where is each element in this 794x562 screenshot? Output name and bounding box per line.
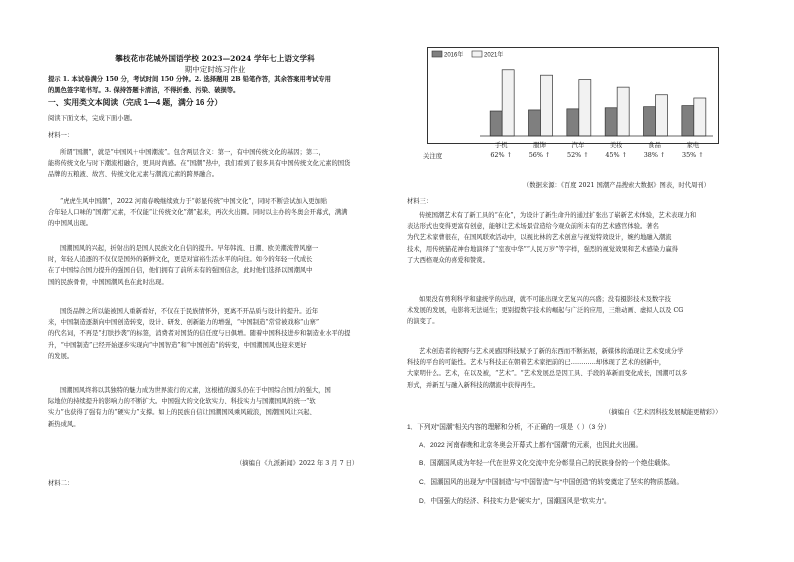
text-line: 实力”也获得了强有力的“硬实力”支撑。如上的民族自信让国潮国风乘风破浪，国潮国风让兴起、 bbox=[48, 409, 316, 417]
bar-2016-3 bbox=[605, 108, 617, 136]
question1-stem: 1．下列对“国潮”相关内容的理解和分析，不正确的一项是（ ）（3 分） bbox=[407, 424, 611, 431]
material1-label: 材料一： bbox=[48, 132, 74, 139]
text-line: 来，中国制造逐渐向中国创造转变，设计、研发、创新能力的增强，“中国制造”常常被戏称“山寨” bbox=[48, 319, 320, 327]
attention-value-2: 52% ↑ bbox=[567, 151, 589, 159]
text-line: 为代艺术家曹很在，在国风联欢活动中，以视比林的艺术创意与视觉特效设计，婉约地融入潮流 bbox=[407, 234, 672, 242]
material3-para2 bbox=[407, 294, 753, 328]
text-line: 所谓“国潮”，就是“中国风＋中国潮流”。包含两层含义：第一，有中国传统文化的基因；第二， bbox=[60, 149, 325, 156]
attention-value-3: 45% ↑ bbox=[605, 151, 627, 159]
bar-2016-4 bbox=[644, 107, 656, 136]
text-line: 表达形式也变得更富有创意，能够让艺术场景营造给今观众前所未有的艺术感官体验。著名 bbox=[407, 223, 659, 231]
reading-instruction: 阅读下面文本，完成下面小题。 bbox=[48, 115, 137, 122]
material2-label: 材料二： bbox=[48, 480, 74, 487]
material3-para3 bbox=[407, 346, 753, 391]
text-line: 传统国潮艺术有了新工具的“在化”，为设计了新生命升的通过扩张出了崭新艺术体验，艺术表现力和 bbox=[419, 212, 697, 219]
text-line: 术发展的发展，电影将无法诞生；更别提数字技术的崛起与广泛的应用，三维动画、虚拟人以及 CG bbox=[407, 307, 684, 315]
material1-para2 bbox=[48, 196, 394, 230]
chart-caption: （数据来源：《百度 2021 国潮产品搜索大数据》图表，时代周刊） bbox=[523, 182, 710, 189]
material1-para4 bbox=[48, 306, 394, 362]
attention-value-5: 35% ↑ bbox=[682, 151, 704, 159]
material1-para1 bbox=[48, 147, 394, 181]
text-line: 大家明什么。艺术，在以及被，“艺术”。“艺术发展总是因工具、手段的革新而变化成长，国潮可以多 bbox=[407, 370, 688, 378]
category-label-4: 食品 bbox=[648, 141, 661, 149]
section-heading: 一、实用类文本阅读（完成 1—4 题，满分 16 分） bbox=[48, 98, 223, 107]
bar-2021-5 bbox=[694, 98, 706, 136]
text-line: 科技的平台的可能性。艺术与科技正在朝着艺术家把前的已…………却体现了艺术的创新中， bbox=[407, 359, 666, 367]
text-line: 国潮国风终将以其独特的魅力成为世界流行的元素，这根植的源头仍在于中国综合国力的强大，国 bbox=[60, 387, 331, 394]
tips-line-1: 提示 1. 本试卷满分 150 分，考试时间 150 分钟。2. 选择题用 2B 铅笔作答，其余答案用考试专用 bbox=[48, 76, 331, 83]
text-line: 新热成风。 bbox=[48, 420, 80, 428]
material1-para3 bbox=[48, 243, 394, 288]
text-line: 能将传统文化与时下潮流相融合，更具时尚感。在“国潮”热中，我们看到了很多具有中国传统文化元素的国货 bbox=[48, 160, 351, 168]
bar-chart bbox=[428, 48, 718, 143]
legend-swatch-0 bbox=[432, 51, 442, 57]
text-line: 艺术创造者的视野与艺术灵感因科技赋予了新的东西而不断拓展，新媒体的涌现让艺术变成分学 bbox=[419, 348, 684, 355]
text-line: 品牌的五粮液、故宫、传统文化元素与潮流元素的跨界融合。 bbox=[48, 171, 219, 179]
text-line: 际地位的持续提升的影响力的不断扩大。中国强大的文化软实力、科技实力与国潮国风的统一“软 bbox=[48, 398, 316, 406]
attention-row-label: 关注度 bbox=[423, 152, 443, 160]
material3-label: 材料三： bbox=[407, 198, 433, 205]
text-line: 的演变了。 bbox=[407, 318, 439, 326]
text-line: 国的民族骨骨，中国国潮风也在此时出现。 bbox=[48, 278, 168, 286]
material3-para1 bbox=[407, 210, 753, 266]
bar-2016-0 bbox=[490, 111, 502, 136]
question1-option-d[interactable]: D．中国强大的经济、科技实力是“硬实力”，国潮国风是“软实力”。 bbox=[419, 498, 611, 505]
bar-2021-2 bbox=[579, 80, 591, 136]
text-line: 了大西格观众的喜爱和赞赏。 bbox=[407, 256, 489, 264]
material3-source: （摘编自《艺术因科技发展赋能更精彩》） bbox=[605, 409, 722, 416]
bar-2016-1 bbox=[529, 110, 541, 136]
attention-value-1: 56% ↑ bbox=[528, 151, 551, 159]
category-label-3: 美妆 bbox=[609, 141, 623, 149]
category-label-1: 服饰 bbox=[533, 141, 546, 149]
text-line: 国潮国风的兴起，折射出的是国人民族文化自信的提升。早年韩流、日潮、欧美潮流曾风靡一 bbox=[60, 245, 319, 252]
question1-option-b[interactable]: B．国潮国风成为年轻一代在世界文化交流中充分彰显自己的民族身份的一个绝佳载体。 bbox=[419, 460, 674, 467]
bar-2021-0 bbox=[502, 70, 514, 136]
attention-value-0: 62% ↑ bbox=[490, 151, 512, 159]
material1-para5 bbox=[48, 385, 394, 430]
bar-2016-2 bbox=[567, 109, 579, 136]
bar-2021-4 bbox=[656, 95, 668, 136]
text-line: 形式，并新互与融入新科技的潮流中获得再生。 bbox=[407, 381, 540, 389]
chart-frame bbox=[427, 47, 719, 144]
text-line: 国货品牌之所以能被国人重新看好，不仅在于民族情怀外，更离不开品质与设计的提升。近年 bbox=[60, 308, 319, 315]
exam-title: 攀枝花市花城外国语学校 2023—2024 学年七上语文学科 bbox=[115, 54, 315, 63]
text-line: 如果没有剪利科学和建统学的出现，就不可能出现文艺复兴的兴盛；没有摄影技术及数字技 bbox=[419, 296, 671, 303]
text-line: 的代名词，不再是“打肤抄袭”的标签，消费者对国货的信任度与日俱增。随着中国科技进步和制造业水平的提 bbox=[48, 330, 351, 338]
category-label-2: 汽车 bbox=[571, 141, 585, 149]
question1-option-c[interactable]: C．国潮国风的出现为“中国制造”与“中国智造”“与“中国创造”的转变奠定了坚实的物质基础。 bbox=[419, 479, 684, 486]
text-line: 升，“中国制造”已经开始逐步实现向“中国智造”和“中国创造”的转变，中国潮国风也迎来更好 bbox=[48, 341, 307, 349]
bar-2021-1 bbox=[541, 75, 553, 136]
attention-value-4: 38% ↑ bbox=[643, 151, 666, 159]
legend-swatch-1 bbox=[472, 51, 482, 57]
legend-label-0: 2016年 bbox=[444, 52, 464, 59]
material1-source: （摘编自《九派新闻》2022 年 3 月 7 日） bbox=[236, 460, 359, 467]
category-label-5: 家电 bbox=[686, 141, 700, 149]
text-line: “虎虎生风中国潮”，2022 河南春晚继续致力于“彰显传统”中国文化”，同时不断尝试加入更加贴 bbox=[60, 198, 328, 205]
text-line: 技术，用传统猫花神台地演绎了“室夜中华”“人民万岁”等字样，强烈的视觉效果和艺术感染力赢得 bbox=[407, 245, 679, 253]
text-line: 合年轻人口味的“国潮”元素，不仅能“让传统文化”潮”起来，再次火出圈。同时以主办的冬奥会开幕式，满满 bbox=[48, 209, 348, 217]
text-line: 在了中国综合国力提升的强国自信，他们拥有了前所未有的强国信念，此时他们选择以国潮风中 bbox=[48, 267, 313, 275]
bar-2021-3 bbox=[617, 87, 629, 136]
text-line: 时，年轻人追逐的不仅仅是国外的新鲜文化，更是对富裕生活水平的向往。如今的年轻一代成长 bbox=[48, 256, 313, 264]
bar-2016-5 bbox=[682, 106, 694, 136]
question1-option-a[interactable]: A．2022 河南春晚和北京冬奥会开幕式上都有“国潮”的元素，也因此火出圈。 bbox=[419, 442, 643, 449]
category-label-0: 手机 bbox=[494, 141, 508, 149]
exam-subtitle: 期中定时练习作业 bbox=[184, 65, 246, 74]
legend-label-1: 2021年 bbox=[484, 52, 504, 59]
text-line: 的中国风出现。 bbox=[48, 220, 93, 228]
text-line: 的发展。 bbox=[48, 352, 74, 360]
tips-line-2: 的黑色签字笔书写。3. 保持答题卡清洁，不得折叠、污染、破损等。 bbox=[48, 87, 240, 94]
